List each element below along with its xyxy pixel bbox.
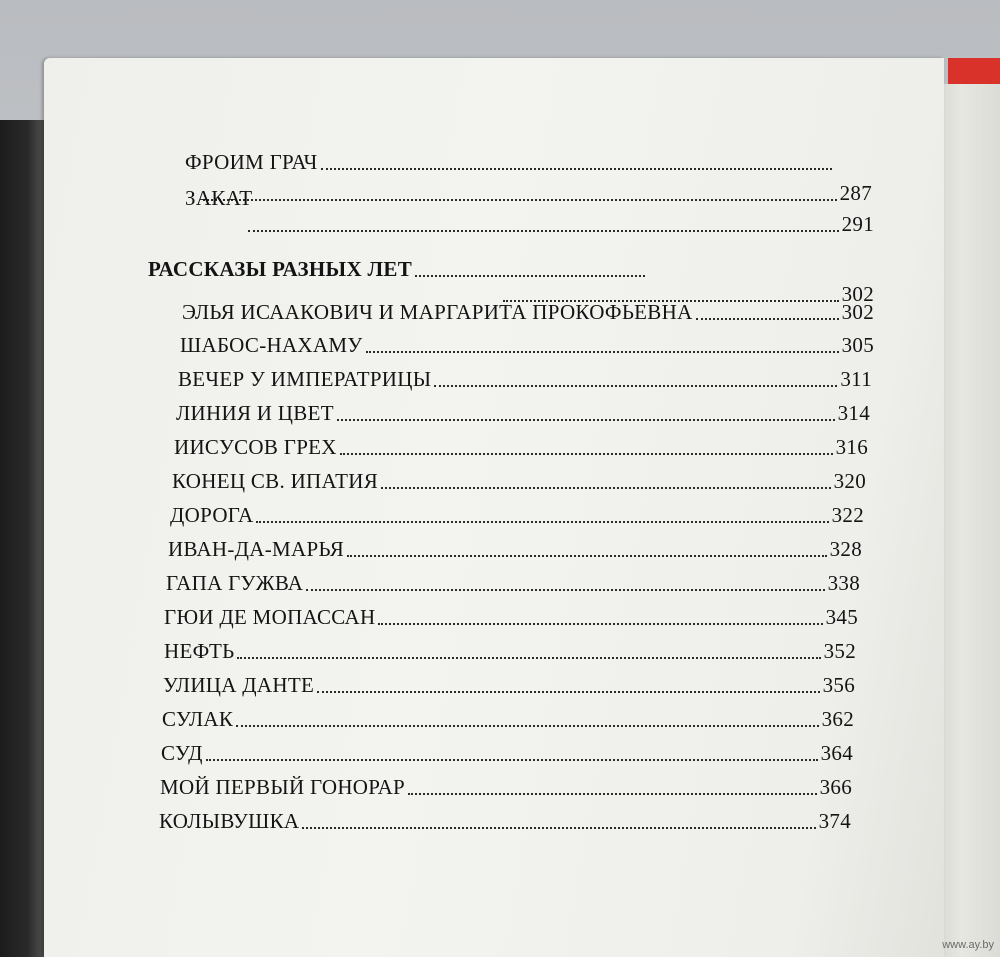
dot-leader (321, 168, 832, 170)
toc-entry (178, 367, 872, 392)
toc-entry-page: 345 (825, 605, 858, 629)
toc-entry-page: 356 (822, 673, 855, 697)
toc-entry-title: ИВАН-ДА-МАРЬЯ (168, 537, 345, 561)
toc-entry (172, 469, 866, 494)
toc-entry-page: 364 (820, 741, 853, 765)
toc-entry-page: 314 (837, 401, 870, 425)
toc-entry (176, 401, 870, 426)
toc-entry (200, 181, 872, 206)
dot-leader (347, 555, 827, 557)
toc-section-title: РАССКАЗЫ РАЗНЫХ ЛЕТ (148, 257, 413, 281)
toc-entry-page: 302 (841, 300, 874, 324)
toc-entry-title: КОЛЫВУШКА (159, 809, 300, 833)
dot-leader (434, 385, 837, 387)
toc-entry-title: ФРОИМ ГРАЧ (185, 150, 318, 174)
dot-leader (203, 199, 837, 201)
toc-entry-page: 291 (841, 212, 874, 236)
toc-entry (170, 503, 864, 528)
toc-entry-title: ГАПА ГУЖВА (166, 571, 304, 595)
dot-leader (237, 657, 820, 659)
dot-leader (408, 793, 817, 795)
dot-leader (337, 419, 835, 421)
toc-entry (161, 741, 853, 766)
toc-entry-page: 287 (839, 181, 872, 205)
watermark: www.ay.by (942, 939, 994, 951)
toc-entry (180, 333, 874, 358)
toc-entry-page: 362 (821, 707, 854, 731)
toc-entry (185, 150, 835, 175)
toc-entry (182, 300, 874, 325)
dot-leader (696, 318, 839, 320)
toc-entry (168, 537, 862, 562)
toc-entry-title: ГЮИ ДЕ МОПАССАН (164, 605, 376, 629)
dot-leader (306, 589, 824, 591)
toc-entry-page: 338 (827, 571, 860, 595)
toc-entry-page: 316 (835, 435, 868, 459)
toc-entry (159, 809, 851, 834)
toc-entry-page: 305 (841, 333, 874, 357)
toc-entry-title: СУЛАК (162, 707, 234, 731)
toc-entry (160, 775, 852, 800)
toc-entry-page: 311 (840, 367, 872, 391)
toc-entry-title: ИИСУСОВ ГРЕХ (174, 435, 337, 459)
dot-leader (302, 827, 815, 829)
toc-entry-page: 322 (831, 503, 864, 527)
toc-entry-title: МОЙ ПЕРВЫЙ ГОНОРАР (160, 775, 406, 799)
toc-entry (185, 186, 280, 211)
toc-section-heading (148, 257, 648, 282)
toc-entry-title: ВЕЧЕР У ИМПЕРАТРИЦЫ (178, 367, 432, 391)
toc-entry-title: ЭЛЬЯ ИСААКОВИЧ И МАРГАРИТА ПРОКОФЬЕВНА (182, 300, 693, 324)
dot-leader (256, 521, 828, 523)
toc-entry-page: 374 (818, 809, 851, 833)
toc-entry (163, 673, 855, 698)
dot-leader (381, 487, 831, 489)
toc-entry-page: 366 (819, 775, 852, 799)
dot-leader (366, 351, 839, 353)
toc-entry-page: 328 (829, 537, 862, 561)
dot-leader (340, 453, 833, 455)
toc-entry (164, 639, 856, 664)
toc-entry-page: 352 (823, 639, 856, 663)
toc-entry-page: 320 (833, 469, 866, 493)
toc-entry-title: УЛИЦА ДАНТЕ (163, 673, 315, 697)
toc-entry-title: КОНЕЦ СВ. ИПАТИЯ (172, 469, 379, 493)
toc-entry-title: НЕФТЬ (164, 639, 235, 663)
toc-entry-title: ЗАКАТ (185, 186, 253, 210)
toc-entry (174, 435, 868, 460)
toc-entry (164, 605, 858, 630)
dot-leader (206, 759, 818, 761)
dot-leader (415, 275, 645, 277)
dot-leader (248, 230, 839, 232)
toc-entry-title: ЛИНИЯ И ЦВЕТ (176, 401, 334, 425)
toc-entry-title: ДОРОГА (170, 503, 254, 527)
toc-entry (245, 212, 874, 237)
toc-entry (162, 707, 854, 732)
dot-leader (236, 725, 818, 727)
dot-leader (378, 623, 822, 625)
toc-entry-title: ШАБОС-НАХАМУ (180, 333, 363, 357)
toc-entry-title: СУД (161, 741, 203, 765)
toc-entry (166, 571, 860, 596)
toc-entry-page: 302 (841, 282, 874, 306)
dot-leader (317, 691, 819, 693)
